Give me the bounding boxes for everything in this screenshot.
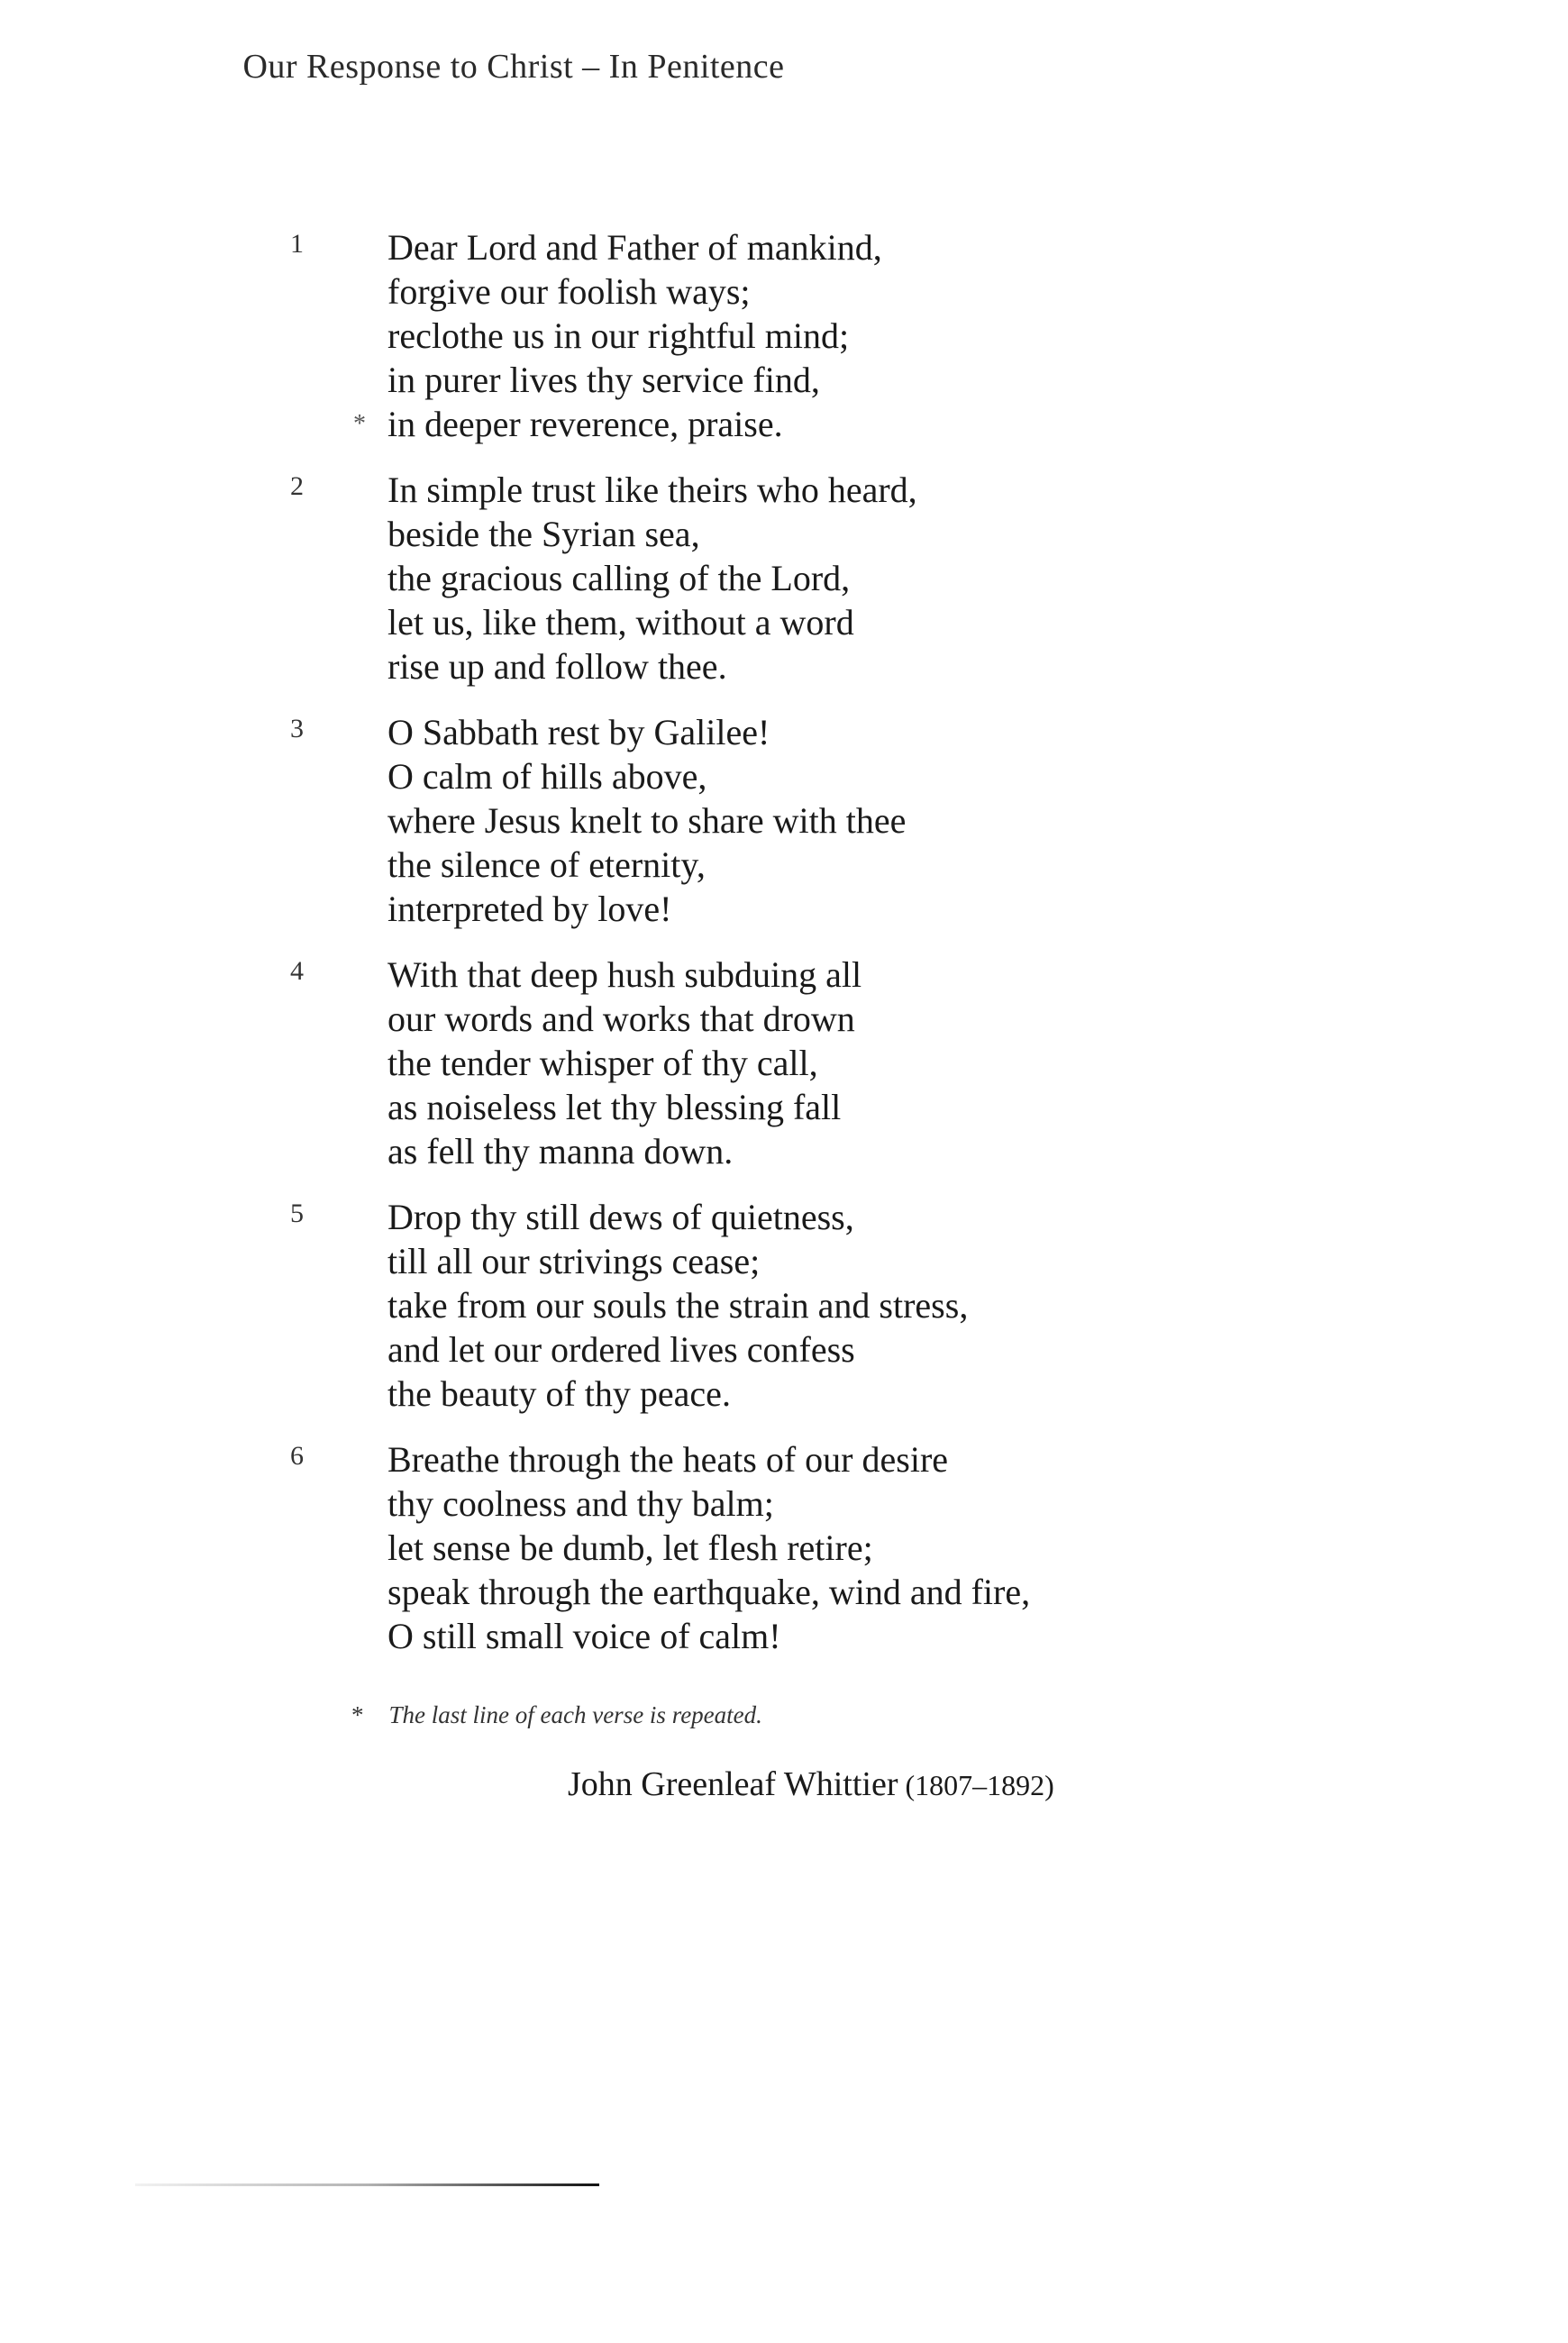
verse-line: as noiseless let thy blessing fall [387, 1087, 842, 1127]
verse-line: In simple trust like theirs who heard, [387, 470, 917, 510]
hymn-text [0, 225, 1568, 1680]
verse-line: speak through the earthquake, wind and fire, [387, 1572, 1031, 1612]
verse-line: our words and works that drown [387, 998, 855, 1039]
author-name: John Greenleaf Whittier [568, 1765, 898, 1803]
author-dates: (1807–1892) [905, 1769, 1054, 1801]
verse-line: O still small voice of calm! [387, 1616, 781, 1656]
verse-number: 2 [290, 471, 304, 501]
footnote [351, 1701, 762, 1729]
verse-number: 5 [290, 1199, 304, 1228]
verse-line: in purer lives thy service find, [387, 360, 820, 400]
page-title: Our Response to Christ – In Penitence [242, 48, 785, 86]
verse-line: rise up and follow thee. [387, 646, 727, 687]
verse-line: With that deep hush subduing all [387, 954, 862, 995]
verse-line: the gracious calling of the Lord, [387, 558, 851, 598]
verse-line: as fell thy manna down. [387, 1131, 734, 1172]
footnote-mark: * [351, 1701, 364, 1728]
verse-line: beside the Syrian sea, [387, 514, 700, 554]
verse-line: O calm of hills above, [387, 756, 707, 797]
verse-line: take from our souls the strain and stress, [387, 1285, 969, 1326]
verse-4 [0, 953, 1568, 1173]
verse-line: Breathe through the heats of our desire [387, 1439, 949, 1480]
bottom-rule [135, 2183, 599, 2186]
verse-3 [0, 710, 1568, 931]
verse-line: let sense be dumb, let flesh retire; [387, 1527, 873, 1568]
verse-line: interpreted by love! [387, 889, 672, 929]
verse-line: reclothe us in our rightful mind; [387, 315, 850, 356]
verse-line: O Sabbath rest by Galilee! [387, 712, 770, 752]
verse-number: 3 [290, 714, 304, 743]
verse-line: let us, like them, without a word [387, 602, 854, 643]
verse-line-repeated [0, 402, 1568, 446]
verse-2 [0, 468, 1568, 688]
verse-6 [0, 1437, 1568, 1658]
verse-number: 4 [290, 956, 304, 986]
verse-line: the tender whisper of thy call, [387, 1043, 818, 1083]
verse-line: Drop thy still dews of quietness, [387, 1197, 854, 1237]
verse-number: 1 [290, 229, 304, 259]
verse-line: till all our strivings cease; [387, 1241, 761, 1281]
verse-line: the silence of eternity, [387, 844, 706, 885]
verse-line: thy coolness and thy balm; [387, 1483, 774, 1524]
verse-line-text: in deeper reverence, praise. [387, 404, 783, 444]
verse-line: Dear Lord and Father of mankind, [387, 227, 882, 268]
verse-line: and let our ordered lives confess [387, 1329, 855, 1370]
footnote-text: The last line of each verse is repeated. [388, 1701, 762, 1728]
repeat-mark: * [353, 410, 366, 438]
verse-number: 6 [290, 1441, 304, 1471]
verse-line: where Jesus knelt to share with thee [387, 800, 907, 841]
verse-5 [0, 1195, 1568, 1416]
verse-line: forgive our foolish ways; [387, 271, 751, 312]
author-attribution [568, 1764, 1054, 1804]
verse-line: the beauty of thy peace. [387, 1373, 731, 1414]
verse-1 [0, 225, 1568, 446]
